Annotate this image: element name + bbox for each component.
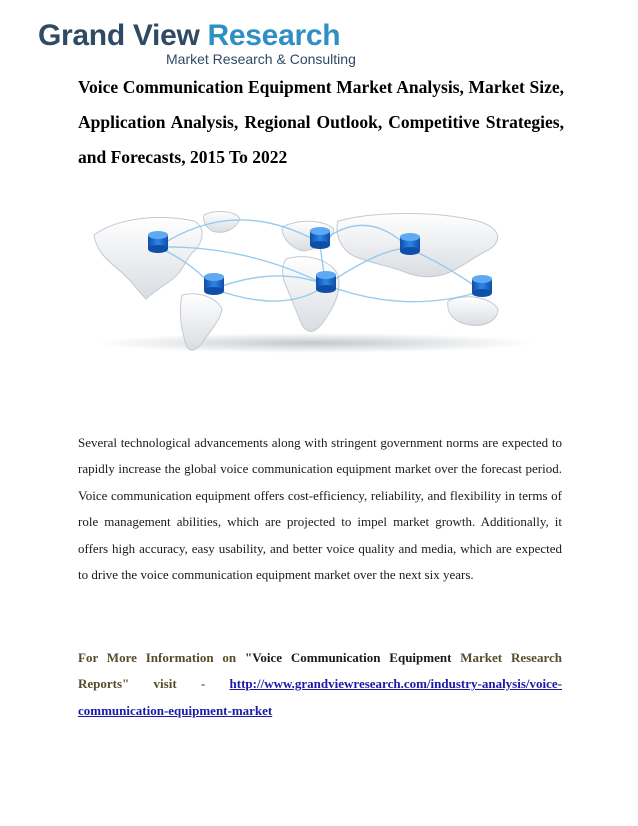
database-icon-north-america [148,231,168,253]
database-icon-africa [316,271,336,293]
world-network-map-image [86,205,542,355]
grand-view-research-logo [38,18,358,70]
logo-wordmark [38,18,340,54]
body-paragraph: Several technological advancements along with stringent government norms are expected to rapidly increase the global voice communication equipment market over the forecast period. Voice communication equipment offers cost-efficiency, reliability, and flexibility in terms of role management abilities, which are projected to impel market growth. Additionally, it offers high accuracy, easy usability, and better voice quality and media, which are expected to drive the voice communication equipment market over the next six years. [78,435,562,583]
more-info-suffix: Market Research Reports" visit - [78,650,562,692]
continent-australia [448,297,498,326]
database-icon-australia [472,275,492,297]
database-icon-asia [400,233,420,255]
more-info-prefix: For More Information on [78,650,245,665]
database-icon-south-america [204,273,224,295]
logo-word-grand-view: Grand View [38,19,208,52]
report-name: "Voice Communication Equipment [245,650,452,665]
logo-word-research: Research [207,19,341,52]
continent-north-america [94,217,202,299]
document-title: Voice Communication Equipment Market Analysis, Market Size, Application Analysis, Regional Outlook, Competitive Strategies, and Forecasts, 2015 To 2022 [78,77,564,167]
more-information-paragraph [78,645,562,724]
report-link[interactable]: http://www.grandviewresearch.com/industry-analysis/voice-communication-equipment-market [78,676,562,718]
database-icon-europe [310,227,330,249]
logo-tagline: Market Research & Consulting [166,51,356,67]
